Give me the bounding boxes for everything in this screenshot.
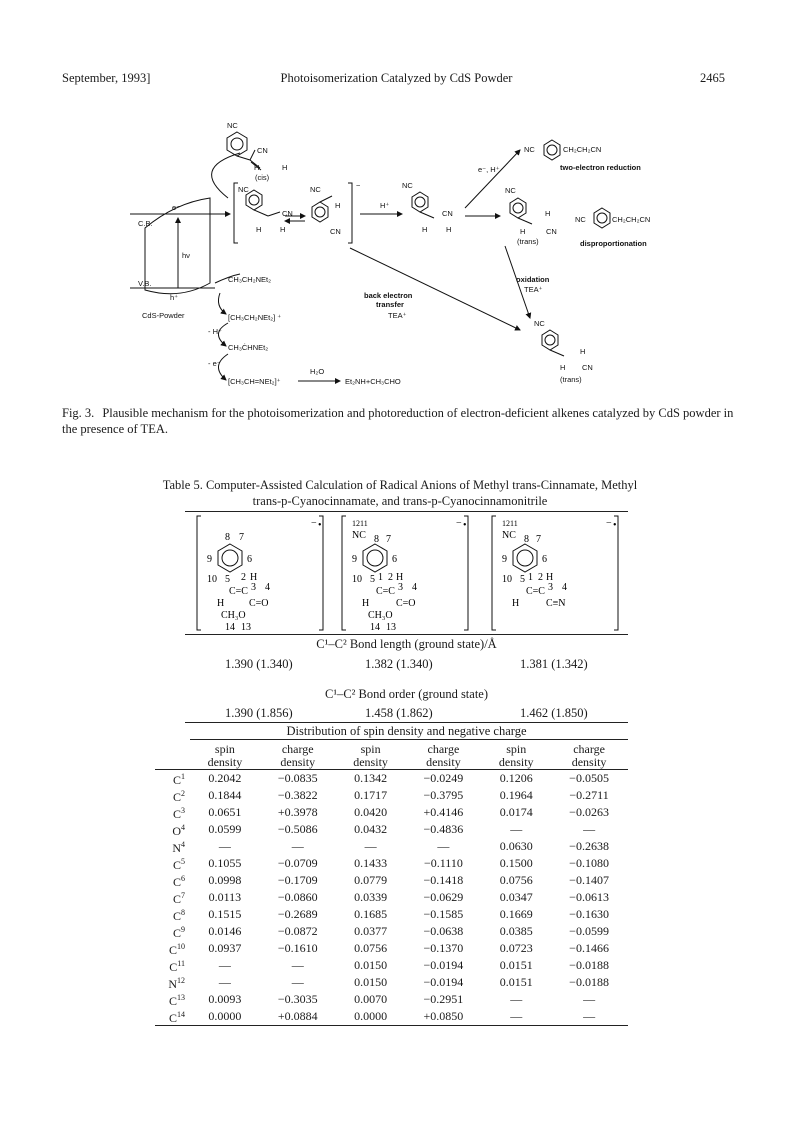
table-row: [155, 804, 628, 821]
h-plus-step: H⁺: [380, 201, 390, 210]
trans-center-h1: H: [545, 209, 551, 218]
cell-value: −0.0835: [277, 771, 318, 785]
svg-text:C=C: C=C: [526, 586, 545, 597]
cell-value: −0.1630: [569, 907, 609, 921]
cell-value: —: [510, 992, 523, 1006]
svg-text:14: 14: [370, 622, 380, 632]
structure-2: [340, 514, 475, 632]
bond-order-3: 1.462 (1.850): [520, 706, 588, 720]
atom-label: $C^8$: [172, 908, 185, 923]
svg-text:4: 4: [412, 582, 417, 593]
cell-value: +0.4146: [423, 805, 464, 819]
cell-value: 0.0174: [499, 805, 533, 819]
cell-value: 0.1342: [354, 771, 388, 785]
trans-center-nc: NC: [505, 186, 516, 195]
cell-value: −0.0638: [423, 924, 464, 938]
oxidation-tea: TEA⁺: [524, 285, 543, 294]
cell-value: 0.0779: [354, 873, 388, 887]
cell-value: —: [291, 958, 304, 972]
cell-value: —: [437, 839, 450, 853]
svg-text:−: −: [606, 518, 612, 529]
cell-value: 0.0113: [208, 890, 242, 904]
cell-value: 0.0756: [499, 873, 533, 887]
table-row: [155, 906, 628, 923]
cell-value: 0.2042: [208, 771, 242, 785]
svg-text:5: 5: [520, 574, 525, 585]
e-label: e⁻: [172, 203, 181, 212]
dispro-nc: NC: [575, 215, 586, 224]
water: H₂O: [310, 367, 325, 376]
trans-center-cn: CN: [546, 227, 557, 236]
protonated-h1: H: [422, 225, 428, 234]
cell-value: −0.5086: [277, 822, 318, 836]
svg-text:2: 2: [241, 572, 246, 583]
minus-e: - e⁻: [208, 359, 221, 368]
final-h2: H: [560, 363, 566, 372]
cis-h1: H: [254, 163, 260, 172]
cell-value: −0.1585: [423, 907, 464, 921]
cell-value: −0.1709: [277, 873, 318, 887]
table-row: [155, 991, 628, 1008]
radical-anion-sign: −: [356, 181, 361, 190]
back-transfer-1: back electron: [364, 291, 413, 300]
svg-text:C=O: C=O: [396, 598, 416, 609]
svg-text:6: 6: [392, 554, 397, 565]
e-h-step: e⁻, H⁺: [478, 165, 500, 174]
svg-text:5: 5: [370, 574, 375, 585]
atom-label: $C^{14}$: [168, 1010, 185, 1025]
atom-label: $C^6$: [172, 874, 185, 889]
atom-label: $C^{11}$: [169, 959, 185, 974]
cell-value: −0.0872: [277, 924, 318, 938]
header-date: September, 1993]: [62, 71, 151, 85]
table-row: [155, 838, 628, 855]
final-nc: NC: [534, 319, 545, 328]
svg-text:6: 6: [247, 554, 252, 565]
bond-length-1: 1.390 (1.340): [225, 657, 293, 671]
svg-text:NC: NC: [502, 530, 516, 541]
svg-text:8: 8: [225, 532, 230, 543]
final-trans-label: (trans): [560, 375, 582, 384]
distribution-table: [155, 743, 628, 1026]
anion1-nc: NC: [238, 185, 249, 194]
table-row: [155, 770, 628, 788]
cell-value: 0.1433: [354, 856, 388, 870]
cell-value: 0.0150: [354, 975, 388, 989]
cell-value: 0.0339: [354, 890, 388, 904]
cell-value: −0.0263: [569, 805, 609, 819]
cell-value: −0.1407: [569, 873, 609, 887]
svg-text:C=C: C=C: [376, 586, 395, 597]
cell-value: −0.3795: [423, 788, 464, 802]
tea-radical-cation: [CH₃CH₂NEt₂] ⁺: [228, 313, 282, 322]
amine-radical: CH₃ĊHNEt₂: [228, 343, 269, 352]
anion1-cn: CN: [282, 209, 293, 218]
cell-value: +0.0884: [277, 1009, 318, 1023]
cell-value: —: [364, 839, 377, 853]
cell-value: 0.1206: [499, 771, 533, 785]
svg-text:1211: 1211: [502, 519, 518, 528]
cell-value: 0.0146: [208, 924, 242, 938]
cell-value: 0.1515: [208, 907, 242, 921]
cell-value: −0.1610: [277, 941, 318, 955]
atom-label: $C^1$: [172, 772, 185, 787]
table-row: [155, 855, 628, 872]
anion1-h1: H: [256, 225, 262, 234]
anion2-h: H: [335, 201, 341, 210]
atom-label: $N^{12}$: [168, 976, 185, 991]
svg-text:10: 10: [352, 574, 362, 585]
final-cn: CN: [582, 363, 593, 372]
cell-value: 0.0347: [499, 890, 533, 904]
svg-text:1211: 1211: [352, 519, 368, 528]
cell-value: +0.3978: [277, 805, 318, 819]
minus-h: - H⁺: [208, 327, 222, 336]
bond-order-title: C¹–C² Bond order (ground state): [324, 687, 489, 701]
bond-length-3: 1.381 (1.342): [520, 657, 588, 671]
cell-value: 0.0998: [208, 873, 242, 887]
cds-label: CdS-Powder: [142, 311, 185, 320]
cell-value: 0.0937: [208, 941, 242, 955]
reduced-nc: NC: [524, 145, 535, 154]
cis-nc-label: NC: [227, 121, 238, 130]
cell-value: −0.0249: [423, 771, 464, 785]
atom-label: $O^4$: [172, 823, 185, 838]
cell-value: −0.0629: [423, 890, 464, 904]
anion1-h2: H: [280, 225, 286, 234]
cell-value: −0.0709: [277, 856, 318, 870]
two-electron-label: two-electron reduction: [560, 163, 641, 172]
svg-text:H: H: [250, 572, 258, 583]
cell-value: −0.0613: [569, 890, 609, 904]
cell-value: —: [583, 1009, 596, 1023]
atom-label: $C^7$: [172, 891, 185, 906]
back-transfer-2: transfer: [376, 300, 404, 309]
cell-value: 0.0151: [499, 958, 533, 972]
dispro-ch2ch2cn: CH₂CH₂CN: [612, 215, 651, 224]
cell-value: 0.0093: [208, 992, 242, 1006]
cell-value: —: [291, 839, 304, 853]
figure-caption-label: Fig. 3.: [62, 406, 95, 420]
svg-text:•: •: [613, 520, 617, 531]
h-plus-label: h⁺: [170, 293, 179, 302]
protonated-nc: NC: [402, 181, 413, 190]
svg-text:H: H: [546, 572, 554, 583]
cis-h2: H: [282, 163, 288, 172]
svg-text:7: 7: [536, 534, 541, 545]
cell-value: 0.1500: [499, 856, 533, 870]
cell-value: 0.0723: [499, 941, 533, 955]
trans-center-label: (trans): [517, 237, 539, 246]
cell-value: −0.2638: [569, 839, 609, 853]
svg-text:2: 2: [388, 572, 393, 583]
cell-value: −0.0194: [423, 975, 464, 989]
table-title: Table 5. Computer-Assisted Calculation of Radical Anions of Methyl trans-Cinnamate, Methyl trans-p-Cyanocinnamate, and trans-p-Cyanocinnamonitrile: [162, 478, 638, 508]
cell-value: 0.0599: [208, 822, 242, 836]
figure-caption: [62, 405, 734, 437]
cb-label: C.B.: [138, 219, 153, 228]
atom-label: $C^{10}$: [168, 942, 185, 957]
header-row-top: spin charge spin charge spin charge: [214, 742, 605, 756]
table-row: [155, 889, 628, 906]
header-title: Photoisomerization Catalyzed by CdS Powder: [280, 71, 513, 85]
cell-value: 0.0630: [499, 839, 533, 853]
cell-value: 0.1669: [499, 907, 533, 921]
svg-text:8: 8: [524, 534, 529, 545]
table-top-rule: [185, 511, 628, 512]
table-row: [155, 787, 628, 804]
table-row: [155, 957, 628, 974]
cis-label: (cis): [255, 173, 270, 182]
svg-text:3: 3: [251, 582, 256, 593]
cell-value: −0.1370: [423, 941, 464, 955]
final-h1: H: [580, 347, 586, 356]
svg-text:4: 4: [562, 582, 567, 593]
svg-text:5: 5: [225, 574, 230, 585]
svg-text:9: 9: [207, 554, 212, 565]
svg-text:C≡N: C≡N: [546, 598, 566, 609]
cell-value: 0.1844: [208, 788, 242, 802]
svg-text:2: 2: [538, 572, 543, 583]
cell-value: —: [510, 1009, 523, 1023]
svg-text:8: 8: [374, 534, 379, 545]
table-row: [155, 974, 628, 991]
cell-value: —: [218, 839, 231, 853]
svg-text:•: •: [463, 520, 467, 531]
header-row-bottom: density density density density density density: [155, 756, 628, 770]
svg-text:9: 9: [352, 554, 357, 565]
svg-text:13: 13: [241, 622, 251, 632]
atom-label: $N^4$: [172, 840, 185, 855]
cell-value: −0.1110: [423, 856, 463, 870]
dist-top-rule: [185, 722, 628, 723]
trans-center-h2: H: [520, 227, 526, 236]
cell-value: 0.0377: [354, 924, 388, 938]
svg-text:−: −: [456, 518, 462, 529]
cell-value: —: [218, 975, 231, 989]
cell-value: 0.0420: [354, 805, 388, 819]
distribution-title: Distribution of spin density and negative charge: [286, 724, 527, 738]
svg-text:H: H: [362, 598, 370, 609]
cell-value: —: [583, 822, 596, 836]
protonated-h2: H: [446, 225, 452, 234]
bond-length-2: 1.382 (1.340): [365, 657, 433, 671]
anion2-cn: CN: [330, 227, 341, 236]
cell-value: 0.0151: [499, 975, 533, 989]
table-row: [155, 923, 628, 940]
table-row: [155, 1008, 628, 1026]
svg-text:6: 6: [542, 554, 547, 565]
cell-value: 0.0150: [354, 958, 388, 972]
protonated-cn: CN: [442, 209, 453, 218]
cell-value: —: [291, 975, 304, 989]
cell-value: 0.0432: [354, 822, 388, 836]
svg-text:H: H: [396, 572, 404, 583]
cell-value: 0.1964: [499, 788, 533, 802]
svg-text:C=C: C=C: [229, 586, 248, 597]
cell-value: −0.1466: [569, 941, 609, 955]
svg-text:10: 10: [502, 574, 512, 585]
vb-label: V.B.: [138, 279, 152, 288]
cell-value: −0.0188: [569, 975, 609, 989]
svg-text:3: 3: [548, 582, 553, 593]
cell-value: 0.0756: [354, 941, 388, 955]
cell-value: 0.0000: [208, 1009, 242, 1023]
figure-caption-text: Plausible mechanism for the photoisomerization and photoreduction of electron-deficient alkenes catalyzed by CdS powder in the presence of TEA.: [62, 406, 734, 436]
cell-value: 0.1055: [208, 856, 242, 870]
cell-value: 0.1717: [354, 788, 388, 802]
bond-length-title: C¹–C² Bond length (ground state)/Å: [316, 637, 497, 651]
cell-value: −0.3035: [277, 992, 318, 1006]
tea: CH₃CH₂NEt₂: [228, 275, 272, 284]
page-number: 2465: [700, 71, 725, 85]
svg-text:13: 13: [386, 622, 396, 632]
structure-1: [195, 514, 330, 632]
cell-value: —: [218, 958, 231, 972]
cell-value: 0.0000: [354, 1009, 388, 1023]
anion2-nc: NC: [310, 185, 321, 194]
atom-label: $C^3$: [172, 806, 185, 821]
svg-text:4: 4: [265, 582, 270, 593]
atom-label: $C^9$: [172, 925, 185, 940]
mechanism-figure: [120, 108, 680, 398]
cell-value: 0.0070: [354, 992, 388, 1006]
cell-value: −0.2951: [423, 992, 464, 1006]
svg-text:−: −: [311, 518, 317, 529]
svg-text:•: •: [318, 520, 322, 531]
cell-value: 0.0651: [208, 805, 242, 819]
atom-label: $C^2$: [172, 789, 185, 804]
svg-text:9: 9: [502, 554, 507, 565]
iminium: [CH₃CH=NEt₂]⁺: [228, 377, 281, 386]
bond-order-2: 1.458 (1.862): [365, 706, 433, 720]
svg-text:7: 7: [239, 532, 244, 543]
dist-sub-rule: [190, 739, 628, 740]
cell-value: −0.0505: [569, 771, 609, 785]
hydrolysis-products: Et₂NH+CH₃CHO: [345, 377, 401, 386]
cell-value: −0.3822: [277, 788, 318, 802]
svg-text:CH₃O: CH₃O: [221, 610, 246, 621]
cell-value: −0.0188: [569, 958, 609, 972]
structures-bottom-rule: [185, 634, 628, 635]
svg-text:H: H: [217, 598, 225, 609]
cell-value: —: [583, 992, 596, 1006]
table-row: [155, 872, 628, 889]
svg-text:NC: NC: [352, 530, 366, 541]
cell-value: −0.4836: [423, 822, 464, 836]
hv-label: hν: [182, 251, 190, 260]
cell-value: −0.0860: [277, 890, 318, 904]
atom-label: $C^{13}$: [168, 993, 185, 1008]
cell-value: −0.1080: [569, 856, 609, 870]
svg-text:10: 10: [207, 574, 217, 585]
oxidation-label: oxidation: [516, 275, 550, 284]
reduced-ch2ch2cn: CH₂CH₂CN: [563, 145, 602, 154]
svg-text:H: H: [512, 598, 520, 609]
cell-value: −0.1418: [423, 873, 464, 887]
back-transfer-tea: TEA⁺: [388, 311, 407, 320]
cell-value: 0.0385: [499, 924, 533, 938]
table-row: [155, 940, 628, 957]
cell-value: —: [510, 822, 523, 836]
bond-order-1: 1.390 (1.856): [225, 706, 293, 720]
cell-value: −0.2689: [277, 907, 318, 921]
svg-text:7: 7: [386, 534, 391, 545]
cis-cn-label: CN: [257, 146, 268, 155]
cell-value: 0.1685: [354, 907, 388, 921]
cell-value: +0.0850: [423, 1009, 464, 1023]
disproportionation-label: disproportionation: [580, 239, 647, 248]
svg-text:1: 1: [378, 572, 383, 583]
table-row: [155, 821, 628, 838]
cell-value: −0.0194: [423, 958, 464, 972]
svg-text:1: 1: [528, 572, 533, 583]
svg-text:CH₃O: CH₃O: [368, 610, 393, 621]
svg-text:C=O: C=O: [249, 598, 269, 609]
cell-value: −0.2711: [569, 788, 609, 802]
atom-label: $C^5$: [172, 857, 185, 872]
cell-value: −0.0599: [569, 924, 609, 938]
svg-text:14: 14: [225, 622, 235, 632]
structure-3: [490, 514, 625, 632]
svg-text:3: 3: [398, 582, 403, 593]
